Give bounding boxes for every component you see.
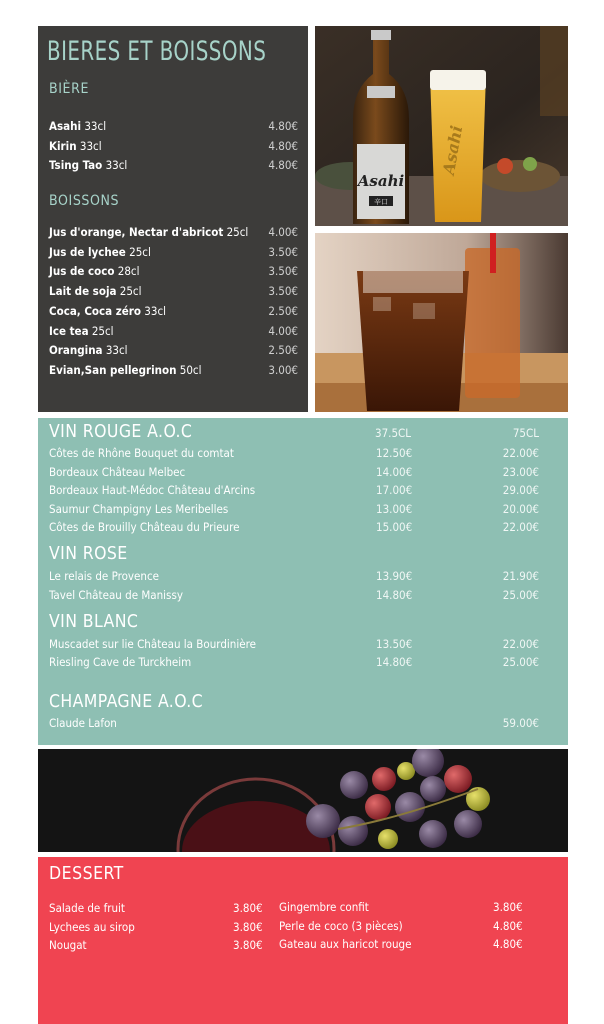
item-price: 2.50€: [268, 343, 298, 357]
rose-heading: VIN ROSE: [49, 544, 128, 564]
menu-item: [49, 139, 298, 153]
dessert-panel: [38, 857, 568, 1024]
menu-item: [49, 264, 298, 278]
item-price: 2.50€: [268, 304, 298, 318]
wine-name: Claude Lafon: [49, 716, 117, 730]
menu-item: [49, 119, 298, 133]
wine-price-large: 59.00€: [502, 716, 539, 730]
menu-item: [49, 343, 298, 357]
item-size: 33cl: [81, 119, 107, 133]
cola-photo: [315, 233, 568, 412]
wine-price-large: 20.00€: [502, 502, 539, 516]
item-price: 4.00€: [268, 324, 298, 338]
item-price: 3.50€: [268, 284, 298, 298]
dessert-name: Nougat: [49, 938, 87, 952]
item-size: 25cl: [88, 324, 114, 338]
wine-price-large: 29.00€: [502, 483, 539, 497]
champagne-heading: CHAMPAGNE A.O.C: [49, 692, 204, 712]
menu-item: [49, 245, 298, 259]
item-size: 25cl: [125, 245, 151, 259]
item-price: 3.50€: [268, 264, 298, 278]
item-name: Evian,San pellegrinon: [49, 363, 177, 377]
wine-price-large: 22.00€: [502, 446, 539, 460]
beer-photo: [315, 26, 568, 226]
dessert-name: Lychees au sirop: [49, 920, 135, 934]
wine-price-large: 22.00€: [502, 637, 539, 651]
wine-panel: [38, 418, 568, 745]
dessert-price: 3.80€: [493, 900, 523, 914]
item-name: Jus de lychee: [49, 245, 126, 259]
wine-price-small: 13.00€: [376, 502, 413, 516]
wine-name: Le relais de Provence: [49, 569, 160, 583]
menu-item: [49, 363, 298, 377]
wine-grapes-photo: [38, 749, 568, 852]
wine-price-small: 17.00€: [376, 483, 413, 497]
item-size: 33cl: [102, 343, 128, 357]
wine-price-small: 15.00€: [376, 520, 413, 534]
item-name: Ice tea: [49, 324, 89, 338]
wine-name: Bordeaux Haut-Médoc Château d'Arcins: [49, 483, 256, 497]
wine-price-small: 12.50€: [376, 446, 413, 460]
item-size: 33cl: [76, 139, 102, 153]
dessert-name: Perle de coco (3 pièces): [279, 919, 403, 933]
dessert-name: Gingembre confit: [279, 900, 369, 914]
item-price: 3.50€: [268, 245, 298, 259]
item-price: 3.00€: [268, 363, 298, 377]
blanc-heading: VIN BLANC: [49, 612, 139, 632]
item-price: 4.00€: [268, 225, 298, 239]
wine-price-large: 23.00€: [502, 465, 539, 479]
wine-name: Bordeaux Château Melbec: [49, 465, 186, 479]
dessert-price: 4.80€: [493, 919, 523, 933]
cola-photo-illustration: [315, 233, 568, 412]
wine-name: Muscadet sur lie Château la Bourdinière: [49, 637, 256, 651]
menu-item: [49, 225, 298, 239]
item-name: Coca, Coca zéro: [49, 304, 142, 318]
menu-item: [49, 158, 298, 172]
menu-item: [49, 324, 298, 338]
wine-price-large: 25.00€: [502, 655, 539, 669]
item-name: Tsing Tao: [49, 158, 103, 172]
item-name: Jus d'orange, Nectar d'abricot: [49, 225, 224, 239]
wine-price-small: 14.80€: [376, 655, 413, 669]
bottle-sublabel: 辛口: [374, 198, 388, 206]
beer-photo-illustration: [315, 26, 568, 226]
wine-price-large: 25.00€: [502, 588, 539, 602]
dessert-price: 3.80€: [233, 938, 263, 952]
glass-label: Asahi: [438, 124, 467, 177]
col-large-header: 75CL: [512, 426, 539, 440]
item-size: 50cl: [176, 363, 202, 377]
wine-price-small: 14.80€: [376, 588, 413, 602]
item-price: 4.80€: [268, 139, 298, 153]
dessert-heading: DESSERT: [49, 864, 124, 884]
rouge-heading: VIN ROUGE A.O.C: [49, 422, 193, 442]
panel-title: BIERES ET BOISSONS: [47, 36, 267, 67]
dessert-price: 3.80€: [233, 901, 263, 915]
dessert-price: 3.80€: [233, 920, 263, 934]
wine-price-large: 21.90€: [502, 569, 539, 583]
item-size: 25cl: [223, 225, 249, 239]
item-name: Jus de coco: [49, 264, 115, 278]
item-name: Lait de soja: [49, 284, 117, 298]
item-price: 4.80€: [268, 158, 298, 172]
dessert-price: 4.80€: [493, 937, 523, 951]
wine-price-small: 13.90€: [376, 569, 413, 583]
wine-price-large: 22.00€: [502, 520, 539, 534]
wine-name: Côtes de Brouilly Château du Prieure: [49, 520, 240, 534]
item-size: 25cl: [116, 284, 142, 298]
drinks-heading: BOISSONS: [49, 193, 120, 209]
beer-heading: BIÈRE: [49, 81, 90, 97]
dessert-name: Gateau aux haricot rouge: [279, 937, 412, 951]
bottle-label: Asahi: [357, 172, 405, 190]
wine-price-small: 13.50€: [376, 637, 413, 651]
item-size: 33cl: [141, 304, 167, 318]
item-price: 4.80€: [268, 119, 298, 133]
dessert-name: Salade de fruit: [49, 901, 125, 915]
wine-name: Saumur Champigny Les Meribelles: [49, 502, 229, 516]
wine-name: Côtes de Rhône Bouquet du comtat: [49, 446, 234, 460]
item-name: Kirin: [49, 139, 77, 153]
wine-price-small: 14.00€: [376, 465, 413, 479]
item-name: Orangina: [49, 343, 103, 357]
col-small-header: 37.5CL: [375, 426, 412, 440]
menu-item: [49, 284, 298, 298]
item-size: 33cl: [102, 158, 128, 172]
grapes-illustration: [38, 749, 568, 852]
wine-name: Riesling Cave de Turckheim: [49, 655, 192, 669]
beers-drinks-panel: [38, 26, 308, 412]
item-size: 28cl: [114, 264, 140, 278]
menu-item: [49, 304, 298, 318]
wine-name: Tavel Château de Manissy: [49, 588, 183, 602]
item-name: Asahi: [49, 119, 82, 133]
